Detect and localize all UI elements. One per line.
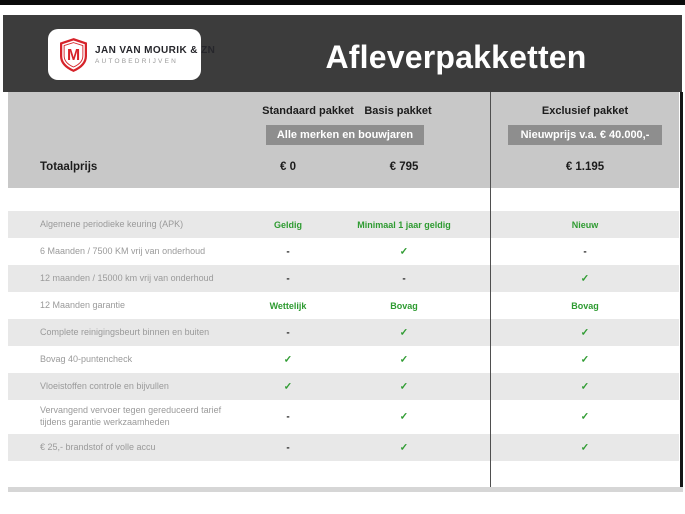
total-price-label: Totaalprijs bbox=[40, 161, 98, 173]
row-label: € 25,- brandstof of volle accu bbox=[40, 441, 156, 452]
row-label: 12 maanden / 15000 km vrij van onderhoud bbox=[40, 272, 214, 283]
cell-standaard: Wettelijk bbox=[269, 300, 307, 311]
row-label: Algemene periodieke keuring (APK) bbox=[40, 218, 184, 229]
cell-standaard: ✓ bbox=[283, 354, 293, 365]
table-row bbox=[8, 265, 679, 292]
logo-shield-icon bbox=[60, 38, 87, 72]
cell-basis: ✓ bbox=[399, 442, 409, 453]
table-row bbox=[8, 373, 679, 400]
row-label: 12 Maanden garantie bbox=[40, 299, 126, 310]
cell-basis: ✓ bbox=[399, 381, 409, 392]
cell-basis: Minimaal 1 jaar geldig bbox=[357, 219, 451, 230]
logo-text bbox=[95, 45, 215, 65]
table-row bbox=[8, 292, 679, 319]
total-price-exclusief: € 1.195 bbox=[565, 161, 605, 173]
cell-exclusief: ✓ bbox=[580, 442, 590, 453]
cell-standaard: ✓ bbox=[283, 381, 293, 392]
top-black-bar bbox=[0, 0, 685, 5]
company-name: JAN VAN MOURIK & ZN bbox=[95, 44, 216, 56]
cell-basis: ✓ bbox=[399, 411, 409, 423]
badge-alle-merken: Alle merken en bouwjaren bbox=[266, 125, 424, 145]
table-row bbox=[8, 434, 679, 461]
cell-exclusief: ✓ bbox=[580, 354, 590, 365]
cell-basis: - bbox=[402, 273, 406, 284]
cell-exclusief: ✓ bbox=[580, 411, 590, 423]
cell-exclusief: Nieuw bbox=[571, 219, 599, 230]
cell-standaard: - bbox=[286, 327, 290, 338]
cell-basis: ✓ bbox=[399, 327, 409, 338]
cell-exclusief: - bbox=[583, 246, 587, 257]
company-tagline: AUTOBEDRIJVEN bbox=[95, 57, 179, 65]
company-logo bbox=[48, 29, 216, 80]
cell-basis: Bovag bbox=[390, 300, 418, 311]
total-price-standaard: € 0 bbox=[280, 161, 296, 173]
table-row bbox=[8, 319, 679, 346]
row-label: Vloeistoffen controle en bijvullen bbox=[40, 380, 169, 391]
row-label: Vervangend vervoer tegen gereduceerd tarief tijdens garantie werkzaamheden bbox=[40, 405, 222, 427]
table-bottom-edge bbox=[8, 487, 683, 492]
cell-exclusief: ✓ bbox=[580, 327, 590, 338]
logo-monogram: M bbox=[66, 46, 81, 64]
table-row bbox=[8, 346, 679, 373]
cell-standaard: - bbox=[286, 411, 290, 423]
table-row bbox=[8, 238, 679, 265]
column-header-standaard: Standaard pakket bbox=[262, 105, 354, 117]
cell-exclusief: ✓ bbox=[580, 381, 590, 392]
comparison-table bbox=[8, 92, 683, 492]
page-title: Afleverpakketten bbox=[325, 39, 587, 75]
column-divider-line bbox=[490, 92, 491, 492]
cell-standaard: Geldig bbox=[273, 219, 303, 230]
table-right-border bbox=[680, 92, 683, 490]
cell-basis: ✓ bbox=[399, 354, 409, 365]
cell-exclusief: Bovag bbox=[571, 300, 599, 311]
table-row bbox=[8, 400, 679, 434]
cell-standaard: - bbox=[286, 273, 290, 284]
cell-standaard: - bbox=[286, 442, 290, 453]
table-row bbox=[8, 211, 679, 238]
row-label: Complete reinigingsbeurt binnen en buiten bbox=[40, 326, 210, 337]
cell-standaard: - bbox=[286, 246, 290, 257]
row-label: Bovag 40-puntencheck bbox=[40, 353, 133, 364]
column-header-exclusief: Exclusief pakket bbox=[541, 105, 629, 117]
table-header-block bbox=[8, 92, 679, 188]
column-header-basis: Basis pakket bbox=[364, 105, 432, 117]
cell-exclusief: ✓ bbox=[580, 273, 590, 284]
table-rows bbox=[8, 211, 679, 461]
page-header bbox=[3, 15, 682, 92]
row-label: 6 Maanden / 7500 KM vrij van onderhoud bbox=[40, 245, 206, 256]
total-price-basis: € 795 bbox=[389, 161, 419, 173]
cell-basis: ✓ bbox=[399, 246, 409, 257]
badge-nieuwprijs: Nieuwprijs v.a. € 40.000,- bbox=[508, 125, 662, 145]
